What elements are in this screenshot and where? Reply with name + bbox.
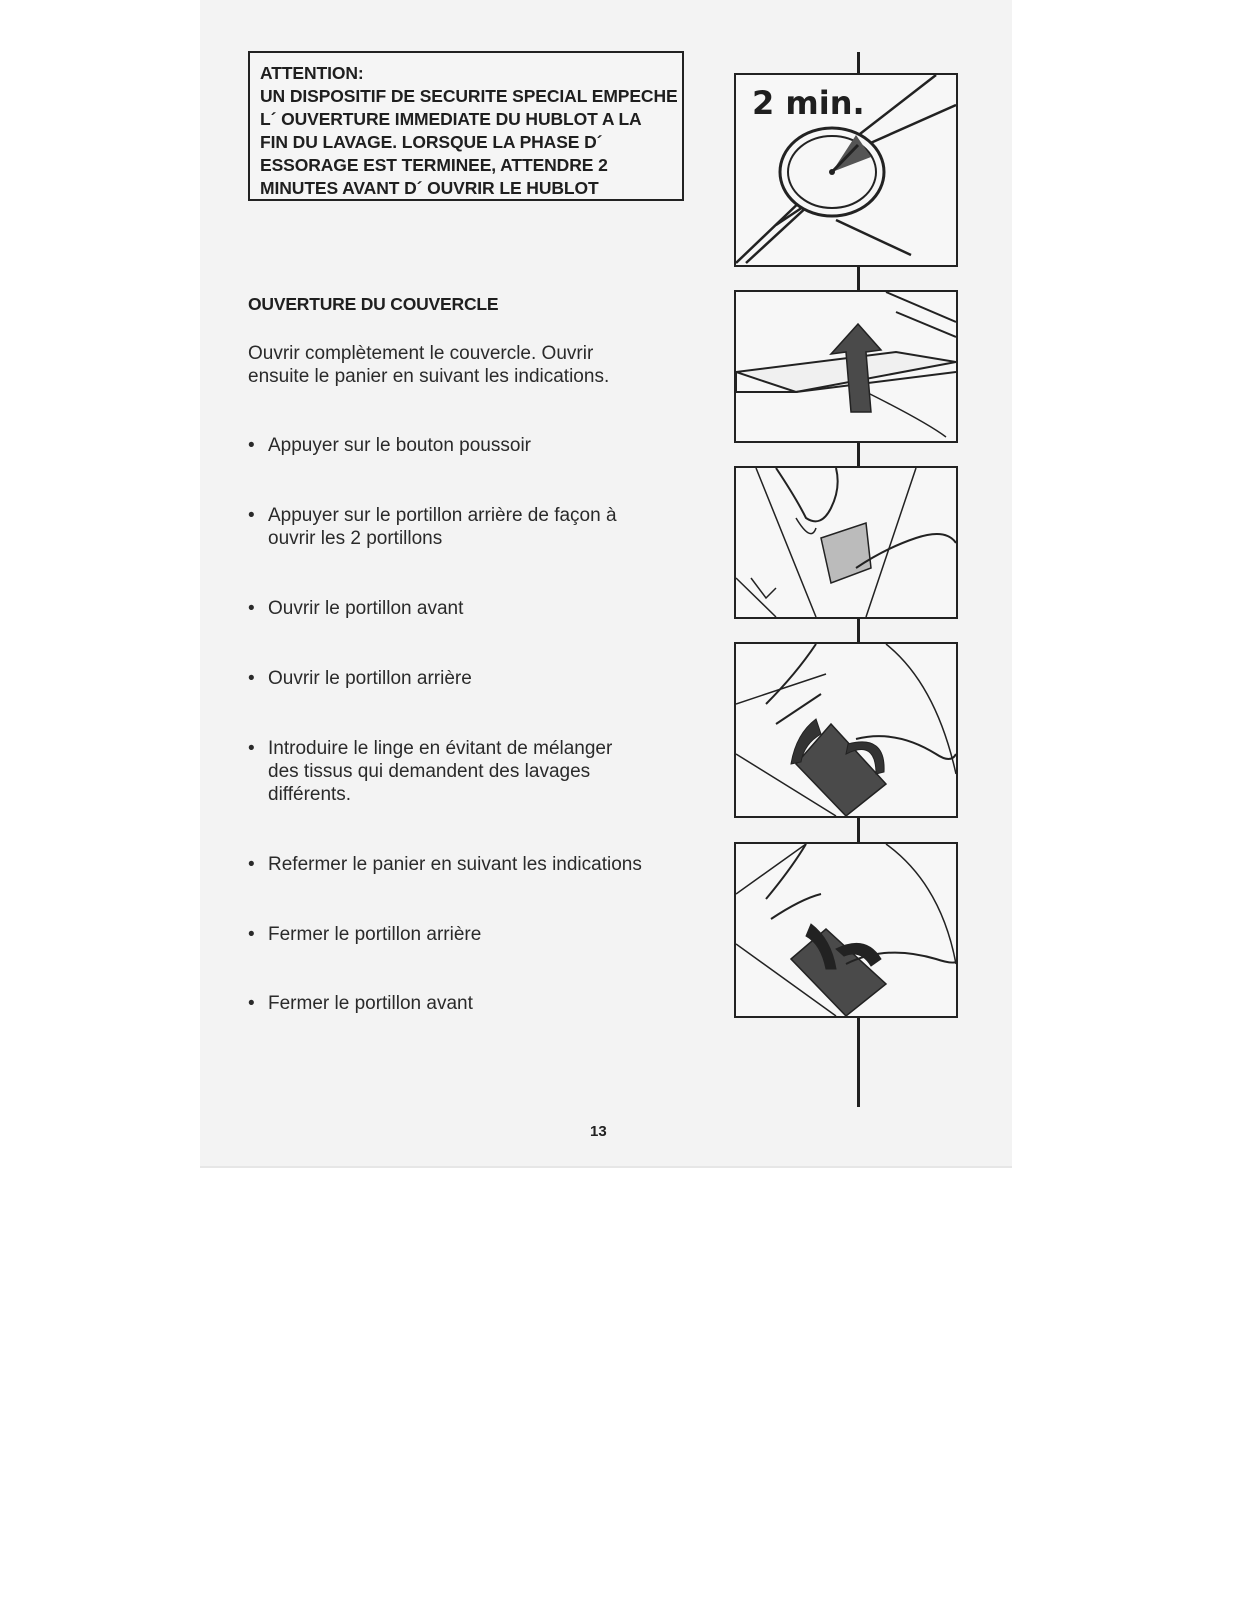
attention-line: L´ OUVERTURE IMMEDIATE DU HUBLOT A LA [260, 109, 642, 129]
page-edge [200, 1166, 1012, 1168]
step-text: des tissus qui demandent des lavages [268, 761, 591, 782]
attention-line: FIN DU LAVAGE. LORSQUE LA PHASE D´ [260, 132, 603, 152]
bullet-dot: • [248, 435, 255, 456]
bullet-dot: • [248, 668, 255, 689]
step-close-basket [248, 853, 698, 876]
illustration-open-doors [734, 642, 958, 818]
step-text: Introduire le linge en évitant de mélanger [268, 738, 613, 759]
step-text: Ouvrir le portillon arrière [268, 668, 472, 689]
step-text: Fermer le portillon arrière [268, 924, 482, 945]
step-text: Appuyer sur le bouton poussoir [268, 435, 531, 456]
bullet-dot: • [248, 505, 255, 526]
step-text: Ouvrir le portillon avant [268, 598, 464, 619]
step-press-rear-door [248, 504, 688, 550]
step-open-front-door [248, 597, 688, 620]
bullet-dot: • [248, 924, 255, 945]
step-push-button [248, 434, 688, 457]
page-number: 13 [590, 1123, 607, 1140]
open-doors-hands-icon [736, 644, 956, 816]
attention-line: MINUTES AVANT D´ OUVRIR LE HUBLOT [260, 178, 599, 198]
step-text: différents. [268, 784, 352, 805]
bullet-dot: • [248, 993, 255, 1014]
step-text: Appuyer sur le portillon arrière de façon à [268, 505, 617, 526]
push-button-hands-icon [736, 468, 956, 617]
intro-line: Ouvrir complètement le couvercle. Ouvrir [248, 343, 594, 364]
close-doors-hands-icon [736, 844, 956, 1016]
step-text: Fermer le portillon avant [268, 993, 473, 1014]
intro-paragraph [248, 342, 668, 388]
step-close-rear-door [248, 923, 688, 946]
lid-open-arrow-icon [736, 292, 956, 441]
bullet-dot: • [248, 598, 255, 619]
illustration-push-button [734, 466, 958, 619]
bullet-dot: • [248, 854, 255, 875]
section-title: OUVERTURE DU COUVERCLE [248, 294, 499, 314]
bullet-dot: • [248, 738, 255, 759]
attention-line: UN DISPOSITIF DE SECURITE SPECIAL EMPECHE [260, 86, 678, 106]
illustration-open-lid [734, 290, 958, 443]
intro-line: ensuite le panier en suivant les indications. [248, 366, 610, 387]
attention-heading: ATTENTION: [260, 63, 364, 83]
attention-line: ESSORAGE EST TERMINEE, ATTENDRE 2 [260, 155, 608, 175]
timer-label: 2 min. [752, 84, 865, 122]
step-text: ouvrir les 2 portillons [268, 528, 443, 549]
illustration-close-doors [734, 842, 958, 1018]
step-open-rear-door [248, 667, 688, 690]
step-close-front-door [248, 992, 688, 1015]
step-load-laundry [248, 737, 688, 806]
step-text: Refermer le panier en suivant les indications [268, 854, 642, 875]
attention-box [248, 51, 684, 201]
